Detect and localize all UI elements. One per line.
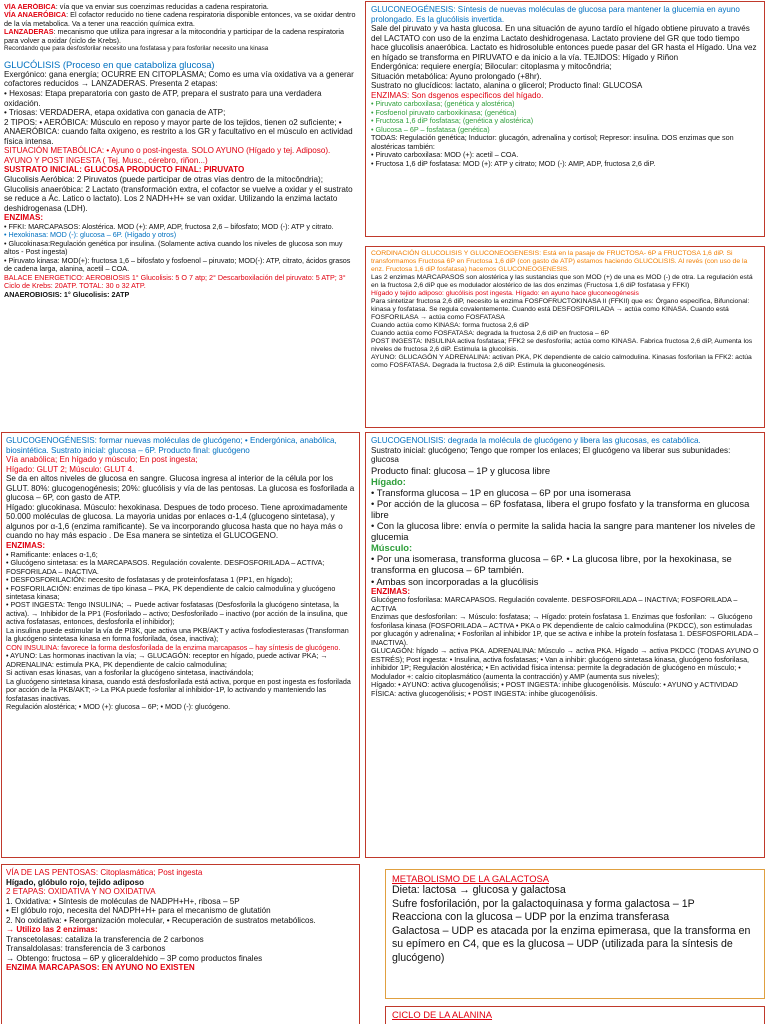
box-gluconeogenesis: GLUCONEOGÉNESIS: Síntesis de nuevas moléculas de glucosa para mantener la glucemia en ayuno prolongado. Es la glucólisis invertida. Sale del piruvato y va hasta glucosa. En una situación de ayuno tardío el hígado obtiene piruvato a través del LACTATO con uso de la enzima Lactato deshidrogenasa. Lactato proviene del GR que todo tiempo hace glucolisis anaeróbica. Lactato es hidrosoluble entonces puede pasar del GR hasta el Hígado. Una vez en hígado se transforma en PIRUVATO e da inicio a la vía. TEJIDOS: Hígado y Riñon Endergónica: requiere energía; Bilocular: citoplasma y mitocôndria; Situación metabólica: Ayuno prolongado (+8hr). Sustrato no glucídicos: lactato, alanina o glicerol; Producto final: GLUCOSA ENZIMAS: Son dsgenos especificos del hígado. • Piruvato carboxilasa; (genética y alostérica) • Fosfoenol piruvato carboxikinasa; (genética) • Fructosa 1,6 diP fosfatasa; (genética y alostérica) • Glucosa – 6P – fosfatasa (genética) TODAS: Regulación genética; Inductor: glucagón, adrenalina y cortisol; Represor: insulina. DOS enzimas que son alostéricas también: • Piruvato carboxilasa: MOD (+): acetil – COA. • Fructosa 1,6 diP fosfatasa: MOD (+): ATP y citrato; MOD (-): AMP, ADP, fructosa 2,6 diP. xyxy=(365,1,765,237)
box-glucolisis xyxy=(4,3,359,421)
glucogenogenesis-title: GLUCOGENOGÉNESIS: formar nuevas moléculas de glucógeno; • Endergónica, anabólica, biosintética. Sustrato inicial: glucosa – 6P. Producto final: glucógeno xyxy=(6,436,337,455)
galactosa-title: METABOLISMO DE LA GALACTOSA xyxy=(392,873,549,884)
term-via-anaerobica: VÍA ANAERÓBICA xyxy=(4,10,67,20)
alanina-title: CICLO DE LA ALANINA xyxy=(392,1009,493,1020)
box-coordinacion: CORDINACIÓN GLUCOLISIS Y GLUCONEOGENESIS: Está en la pasaje de FRUCTOSA- 6P a FRUCTOSA 1,6 diP. Si transformamos Fructosa 6P en Fructosa 1,6 diP (con gasto de ATP) estamos haciendo GLUCOLISIS. Al revés (con uso de la enz. Fructosa 1,6 diP fosfatasa) hacemos GLUCONEOGENESIS. Las 2 enzimas MARCAPASOS son alostérica y las sustancias que son MOD (+) de una es MOD (-) de otra. La regulación está en la fructosa 2,6 diP que es modulador alostérico de las dos enzimas (Fructosa 1,6 diP fosfatasa y FFKI) Hígado y tejido adiposo: glucólisis post ingesta. Hígado: en ayuno hace gluconeogénesis Para sintetizar fructosa 2,6 diP, necesito la enzima FOSFOFRUCTOKINASA II (FFKII) que es: Órgano especifica, Bifuncional: kinasa y fosfatasa. Se regula covalentemente. Cuando está DESFOSFORILADA → actúa como KINASA. Cuando está FOSFORILASA → actúa como FOSFATASA Cuando actúa como KINASA: forma fructosa 2,6 diP Cuando actúa como FOSFATASA: degrada la fructosa 2,6 diP en fructosa – 6P POST INGESTA: INSULINA activa fosfatasa; FFK2 se desfosforila; actúa como KINASA. Fabrica fructosa 2,6 diP, Aumenta los niveles de fructosa 2,6 diP. Estimula la glucolisis. AYUNO: GLUCAGÓN Y ADRENALINA: activan PKA, PK dependiente de calcio calmodulina. Kinasas fosforilan la FFK2: actúa como FOSFATASA. Degrada la fructosa 2,6 diP. Estimula la gluconeogénesis. xyxy=(365,246,765,428)
glucolisis-section: GLUCÓLISIS (Proceso en que cataboliza glucosa) Exergónico: gana energía; OCURRE EN CITOPLASMA; Como es uma vía oxidativa va a generar cofactores reducidos → LANZADERAS. Presenta 2 etapas: • Hexosas: Etapa preparatoria con gasto de ATP, prepara el sustrato para una verdadera oxidación. • Triosas: VERDADERA, etapa oxidativa con ganacia de ATP; 2 TIPOS: • AERÓBICA: Músculo en reposo y mayor parte de los tejidos, tienen o2 suficiente; • ANAERÓBICA: cuando falta oxigeno, es restrito a los GR y facultativo en el músculo en actividad física intensa. SITUACIÓN METABÓLICA: • Ayuno o post-ingesta. SOLO AYUNO (Hígado y tej. Adiposo). AYUNO Y POST INGESTA ( Tej. Musc., cérebro, riñon...) SUSTRATO INICIAL: GLUCOSA PRODUCTO FINAL: PIRUVATO Glucolisis Aeróbica: 2 Piruvatos (puede participar de otras vías dentro de la mitocôndria); Glucolisis anaeróbica: 2 Lactato (transformación extra, el cofactor se vuelve a oxidar y el sustrato se reduce a Ác. Latico o lactato). Los 2 NADH+H+ se van oxidar. Utilizando la enzima lactato deshidrogenasa (LDH). ENZIMAS: • FFKI: MARCAPASOS: Alostérica. MOD (+): AMP, ADP, fructosa 2,6 – bifosfato; MOD (-): ATP y citrato. • Hexokinasa: MOD (-): glucosa – 6P. (Hígado y otros) • Glucokinasa:Regulación genética por insulina. (Solamente activa cuando los niveles de glucosa son muy altos - Post ingesta) • Piruvato kinasa: MOD(+): fructosa 1,6 – bifosfato y fosfoenol – piruvato; MOD(-): ATP, citrato, ácidos grasos de cadena larga, alanina, acetil – COA. BALACE ENERGETICO: AEROBIOSIS 1° Glucolisis: 5 O 7 atp; 2° Descarboxilación del piruvato: 5 ATP; 3° Ciclo de Krebs: 20ATP. TOTAL: 30 o 32 ATP. ANAEROBIOSIS: 1° Glucolisis: 2ATP xyxy=(4,59,359,299)
box-pentosas: VÍA DE LAS PENTOSAS: Citoplasmática; Post ingesta Hígado, glóbulo rojo, tejido adiposo 2 ETAPAS: OXIDATIVA Y NO OXIDATIVA 1. Oxidativa: • Síntesis de moléculas de NADPH+H+, ribosa – 5P • El glóbulo rojo, necesita del NADPH+H+ para el mecanismo de glutatión 2. No oxidativa: • Reorganización molecular, • Recuperación de sustratos metabólicos. → Utilizo las 2 enzimas: Transcetolasas: cataliza la transferencia de 2 carbonos Transaldolasas: transferencia de 3 carbonos → Obtengo: fructosa – 6P y gliceraldehido – 3P como productos finales ENZIMA MARCAPASOS: EN AYUNO NO EXISTEN xyxy=(1,864,360,1024)
pentosas-title: VÍA DE LAS PENTOSAS: Citoplasmática; Post ingesta xyxy=(6,868,203,877)
note-kinasa: Recordando que para desfosforilar necesito una fosfatasa y para fosforilar necesito una kinasa xyxy=(4,45,269,53)
term-via-aerobica: VÍA AERÓBICA xyxy=(4,3,56,11)
glucolisis-title: GLUCÓLISIS (Proceso en que cataboliza glucosa) xyxy=(4,58,215,70)
box-glucogenolisis: GLUCOGENOLISIS: degrada la molécula de glucógeno y libera las glucosas, es catabólica. Sustrato inicial: glucógeno; Tengo que romper los enlaces; El glucógeno va liberar sus subunidades: glucosa Producto final: glucosa – 1P y glucosa libre Hígado: • Transforma glucosa – 1P en glucosa – 6P por una isomerasa • Por acción de la glucosa – 6P fosfatasa, libera el grupo fosfato y la transforma en glucosa libre • Con la glucosa libre: envía o permite la salida hacia la sangre para mantener los niveles de glucemia Músculo: • Por una isomerasa, transforma glucosa – 6P. • La glucosa libre, por la hexokinasa, se transforma en glucosa – 6P también. • Ambas son incorporadas a la glucólisis ENZIMAS: Glucógeno fosforilasa: MARCAPASOS. Regulación covalente. DESFOSFORILADA – INACTIVA; FOSFORILADA – ACTIVA Enzimas que desfosforilan: → Músculo: fosfatasa; → Hígado: protein fosfatasa 1. Enzimas que fosforilan: → Glucógeno fosforilasa kinasa (FOSFORILADA – ACTIVA • PKA o PK dependiente de calcio calmodulina (PKDCC), son estimuladas por glucagón y adrenalina; • Fosforilan al inhibidor 1P, que se activa e inhibe la proteín fosfatasa 1. DESFOSFORILADA – INACTIVA). GLUCAGÓN: hígado → activa PKA. ADRENALINA: Músculo → activa PKA. Hígado → activa PKDCC (TODAS AYUNO O ESTRÉS); Post ingesta: • Insulina, activa fosfatasas; • Van a inhibir: glucógeno sintetasa kinasa, glucógeno fosforilasa, inhibidor 1P; Regulación alostérica; • En actividad física intensa: permite la degradación de glucógeno en músculo; • Modulador +: calcio citoplasmático (aumenta la contracción) y AMP (aumenta sus niveles); Hígado: • AYUNO: activa glucogenólisis; • POST INGESTA: inhibe glucogenólisis. Músculo: • AYUNO y ACTIVIDAD FÍSICA: activa glucogenólisis; • POST INGESTA: inhibe glucogenólisis. xyxy=(365,432,765,858)
gluconeo-title: GLUCONEOGÉNESIS: Síntesis de nuevas moléculas de glucosa para mantener la glucemia en ayuno prolongado. Es la glucólisis invertida. xyxy=(371,5,740,24)
box-galactosa: METABOLISMO DE LA GALACTOSA Dieta: lactosa → glucosa y galactosa Sufre fosforilación, por la galactoquinasa y forma galactosa – 1P Reacciona con la glucosa – UDP por la enzima transferasa Galactosa – UDP es atacada por la enzima epimerasa, que la transforma en su epímero en C4, que es la glucosa – UDP (utilizada para la síntesis de glucógeno) xyxy=(385,869,765,999)
box-glucogenogenesis: GLUCOGENOGÉNESIS: formar nuevas moléculas de glucógeno; • Endergónica, anabólica, biosintética. Sustrato inicial: glucosa – 6P. Producto final: glucógeno Vía anabólica; En hígado y músculo; En post ingesta; Hígado: GLUT 2; Músculo: GLUT 4. Se da en altos niveles de glucosa en sangre. Glucosa ingresa al interior de la célula por los GLUT. 80%: glucogenogénesis; 20%: glucólisis y vía de las pentosas. La glucosa es fosforilada a glucosa – 6P, con gasto de ATP. Hígado: glucokinasa. Músculo: hexokinasa. Despues de todo proceso. Tiene aproximadamente 50.000 moléculas de glucosa. La mayoria unidas por enlaces α-1,4 (glucogeno sintetasa), y algunos por α-1,6 (enzima ramificante). Se va incorporando glucosa hasta que no haya más o cuando no hay más espacio . De Esa manera se sintetiza el GLUCOGENO. ENZIMAS: • Ramificante: enlaces α-1,6; • Glucógeno sintetasa: es la MARCAPASOS. Regulación covalente. DESFOSFORILADA – ACTIVA; FOSFORILADA – INACTIVA. • DESFOSFORILACIÓN: necesito de fosfatasas y de proteinfosfatasa 1 (PP1, en hígado); • FOSFORILACIÓN: enzimas de tipo kinasa – PKA, PK dependiente de calcio calmodulina y glucógeno sintetasa kinasa; • POST INGESTA: Tengo INSULINA; → Puede activar fosfatasas (Desfosforila la glucógeno sintetasa, la activa). → Inhibidor de la PP1 (Fosforilado – activo; Desfosforilado – inactivo (por acción de la insulina, que activa fosfatasas, entonces, desfosforila el inhibidor); La insulina puede estimular la vía de PI3K, que activa una PKB/AKT y activa fosfodiesterasas (Transforman la glucógeno sintetasa kinasa en forma fosforilada, ósea, inactiva); CON INSULINA: favorece la forma desfosforilada de la enzima marcapasos – hay síntesis de glucógeno. • AYUNO: Las hormonas inactivan la vía; → GLUCAGÓN: receptor en hígado, puede activar PKA; → ADRENALINA: estimula PKA, PK dependiente de calcio calmodulina; Si activan esas kinasas, van a fosforilar la glucógeno sintetasa, inactivándola; La glucógeno sintetasa kinasa, cuando está desfosforilada está activa, porque en post ingesta es fosforilada por acción de la PKB/AKT; -> La PKA puede fosforilar al inhibidor-1P, lo activando y manteniendo las fosfatasas inactivas. Regulación alostérica; • MOD (+): glucosa – 6P; • MOD (-): glucógeno. xyxy=(1,432,360,858)
coordinacion-title: CORDINACIÓN GLUCOLISIS Y GLUCONEOGENESIS: Está en la pasaje de FRUCTOSA- 6P a FRUCTOSA 1,6 diP. Si transformamos Fructosa 6P en Fructosa 1,6 diP (con gasto de ATP) estamos haciendo GLUCOLISIS. Al revés (con uso de la enz. Fructosa 1,6 diP fosfatasa) hacemos GLUCONEOGENESIS. xyxy=(371,250,748,274)
box-alanina xyxy=(385,1006,765,1024)
intro-lines: VÍA AERÓBICA: vía que va enviar sus coenzimas reducidas a cadena respiratoria. VÍA ANAERÓBICA: El cofactor reducido no tiene cadena respiratoria disponible entonces, va se oxidar dentro de la vía metabolica. Va a tener una reacción química extra. LANZADERAS: mecanismo que utiliza para ingresar a la mitocondria y participar de la cadena respiratoria para volver a oxidar (ciclo de Krebs). Recordando que para desfosforilar necesito una fosfatasa y para fosforilar necesito una kinasa xyxy=(4,3,359,53)
glucogenolisis-title: GLUCOGENOLISIS: degrada la molécula de glucógeno y libera las glucosas, es catabólica. xyxy=(371,436,701,445)
term-lanzaderas: LANZADERAS xyxy=(4,27,54,37)
